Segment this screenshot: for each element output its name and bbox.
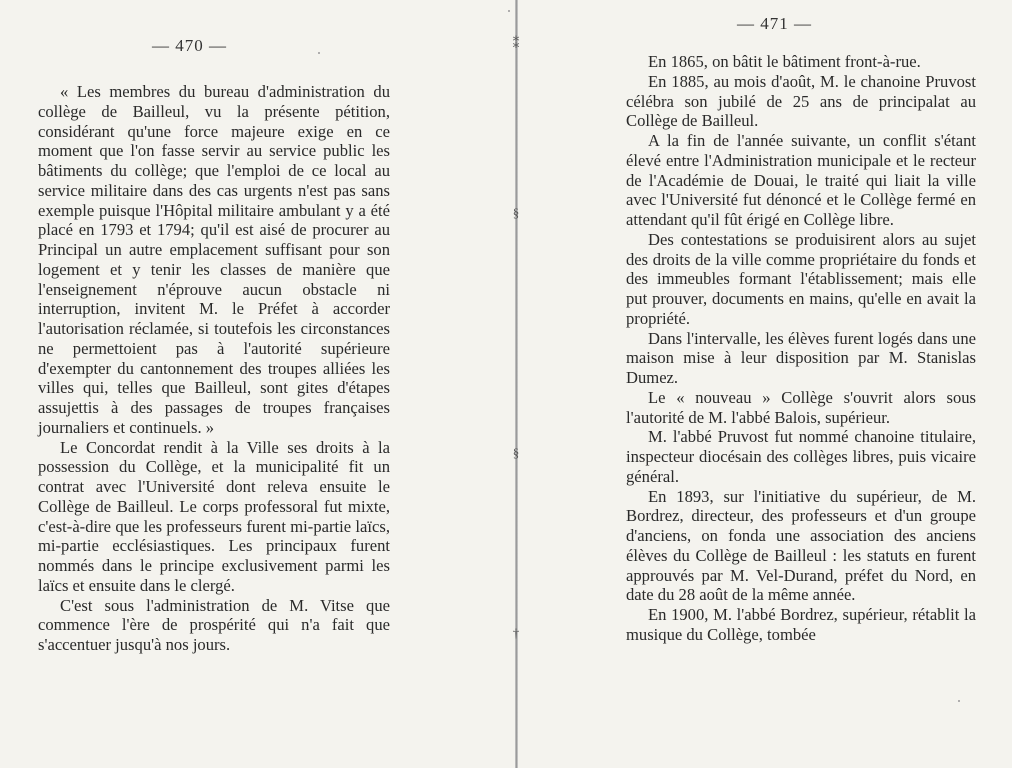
right-page-text [626, 52, 976, 645]
paragraph: En 1865, on bâtit le bâtiment front-à-rue. [648, 52, 921, 71]
binding-thread-mark: § [512, 445, 520, 460]
paragraph: Des contestations se produisirent alors au sujet des droits de la ville comme propriétaire du fonds et des immeubles formant l'établissement; mais elle put prouver, documents en mains, qu'elle en avait la propriété. [626, 229, 976, 328]
paper-speck [508, 10, 510, 12]
page-number-right: — 471 — [737, 14, 812, 33]
paragraph: M. l'abbé Pruvost fut nommé chanoine titulaire, inspecteur diocésain des collèges libres, puis vicaire général. [626, 427, 976, 486]
binding-thread-mark: ⁑ [512, 36, 520, 51]
paper-speck [318, 52, 320, 54]
paragraph: Dans l'intervalle, les élèves furent logés dans une maison mise à leur disposition par M. Stanislas Dumez. [626, 328, 976, 387]
paragraph: En 1900, M. l'abbé Bordrez, supérieur, rétablit la musique du Collège, tombée [626, 605, 976, 644]
paragraph: En 1893, sur l'initiative du supérieur, de M. Bordrez, directeur, des professeurs et d'un groupe d'anciens, on fonda une association des anciens élèves du Collège de Bailleul : les statuts en furent approuvés par M. Vel-Durand, préfet du Nord, en date du 28 août de la même année. [626, 486, 976, 605]
page-number-left: — 470 — [152, 36, 227, 55]
binding-thread-mark: † [512, 625, 520, 640]
left-page-text [38, 82, 390, 655]
paragraph: C'est sous l'administration de M. Vitse que commence l'ère de prospérité qui n'a fait que s'accentuer jusqu'à nos jours. [38, 595, 390, 654]
left-page [0, 0, 505, 768]
binding-thread-mark: § [512, 205, 520, 220]
paragraph: En 1885, au mois d'août, M. le chanoine Pruvost célébra son jubilé de 25 ans de principalat au Collège de Bailleul. [626, 71, 976, 131]
paragraph: Le « nouveau » Collège s'ouvrit alors sous l'autorité de M. l'abbé Balois, supérieur. [626, 387, 976, 427]
paragraph: « Les membres du bureau d'administration du collège de Bailleul, vu la présente pétition, considérant qu'une force majeure exige en ce moment que l'on fasse servir au service public les bâtiments du collège; que l'emploi de ce local au service militaire dans des cas urgents n'est pas sans exemple puisque l'Hôpital militaire ambulant y a été placé en 1793 et 1794; qu'il est aisé de procurer au Principal un autre emplacement suffisant pour son logement et y tenir les classes de manière que l'enseignement n'éprouve aucun obstacle ni interruption, invitent M. le Préfet à accorder l'autorisation réclamée, si toutefois les circonstances ne permettoient pas à l'autorité supérieure d'exempter du cantonnement des troupes alliées les villes qui, telles que Bailleul, sont gites d'étapes assujettis à des passages de troupes françaises journaliers et continuels. » [38, 82, 390, 437]
paragraph: Le Concordat rendit à la Ville ses droits à la possession du Collège, et la municipalité fit un contrat avec l'Université dont releva ensuite le Collège de Bailleul. Le corps professoral fut mixte, c'est-à-dire que les professeurs furent mi-partie laïcs, mi-partie ecclésiastiques. Les principaux furent nommés dans le principe exclusivement parmi les laïcs et ensuite dans le clergé. [38, 437, 390, 595]
paper-speck [958, 700, 960, 702]
right-page [515, 0, 1012, 768]
paragraph: A la fin de l'année suivante, un conflit s'étant élevé entre l'Administration municipale et le recteur de l'Académie de Douai, le traité qui liait la ville avec l'Université fut dénoncé et le Collège fermé en attendant qu'il fût érigé en Collège libre. [626, 131, 976, 229]
